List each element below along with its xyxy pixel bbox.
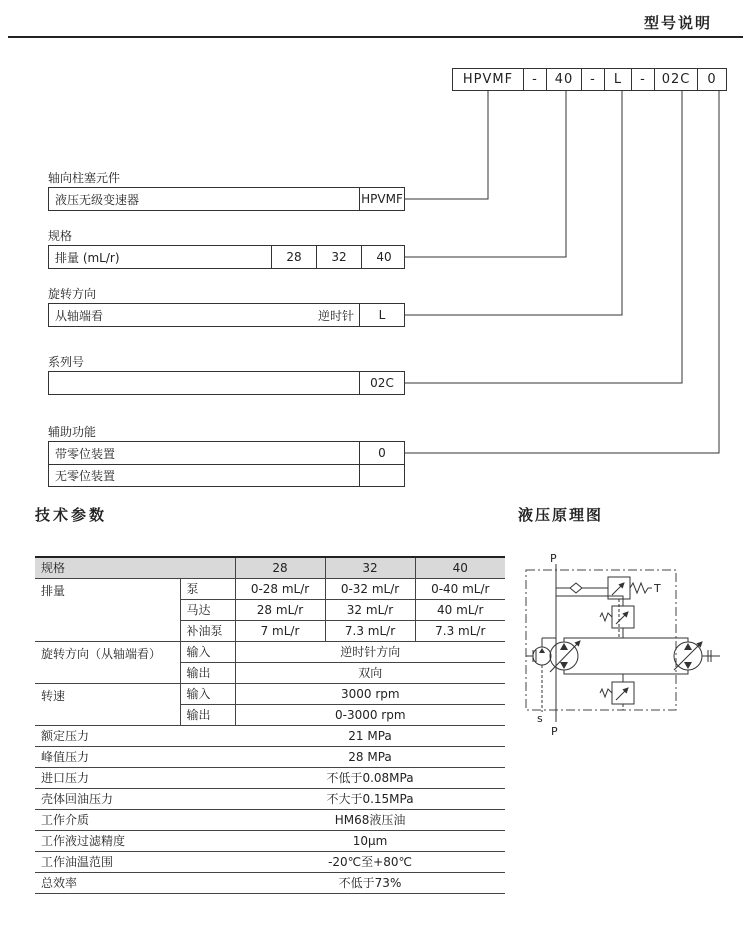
cell-series-number-code: 02C: [359, 372, 404, 394]
header-32: 32: [325, 557, 415, 578]
cell: 7.3 mL/r: [325, 620, 415, 641]
model-segment-series: HPVMF: [452, 68, 524, 91]
cell-rotation-desc: [49, 304, 359, 326]
cell-output: 输出: [180, 704, 235, 725]
row-working-fluid: [35, 809, 505, 830]
flow-triangle: [560, 643, 568, 650]
model-segment-dash: -: [581, 68, 605, 91]
table-row: [49, 464, 404, 486]
cell-displacement: 排量: [35, 578, 180, 641]
valve-arrow: [616, 688, 628, 700]
cell: 7.3 mL/r: [415, 620, 505, 641]
connector-series-number: [405, 91, 682, 383]
model-segment-dash: -: [523, 68, 547, 91]
section-table-aux-function: [48, 441, 405, 487]
cell: 32 mL/r: [325, 599, 415, 620]
cell-label: 壳体回油压力: [35, 788, 235, 809]
port-p-bottom-label: P: [551, 725, 558, 738]
cell-label: 工作介质: [35, 809, 235, 830]
valve-arrow: [612, 583, 624, 595]
cell-size-28: 28: [271, 246, 316, 268]
cell: 10μm: [235, 830, 505, 851]
section-label-rotation: 旋转方向: [48, 287, 97, 301]
cell-without-neutral-code: [359, 465, 404, 486]
row-displacement-pump: [35, 578, 505, 599]
loop-line-upper: [564, 638, 688, 642]
cell-with-neutral-code: 0: [359, 442, 404, 464]
row-case-drain-pressure: [35, 788, 505, 809]
header-28: 28: [235, 557, 325, 578]
valve-arrow: [616, 612, 628, 624]
section-table-series-number: [48, 371, 405, 395]
cell-label: 工作液过滤精度: [35, 830, 235, 851]
cell: HM68液压油: [235, 809, 505, 830]
cell-viewed-from-shaft: 从轴端看: [55, 308, 104, 323]
loop-line-lower: [564, 670, 688, 674]
section-table-rotation: [48, 303, 405, 327]
row-overall-efficiency: [35, 872, 505, 893]
cell: -20℃至+80℃: [235, 851, 505, 872]
cell-with-neutral-device: 带零位装置: [55, 446, 116, 461]
cell: 28 mL/r: [235, 599, 325, 620]
cell-product-code: HPVMF: [359, 188, 404, 210]
model-code-strip: [452, 68, 727, 91]
model-segment-dash: -: [631, 68, 655, 91]
cell: 21 MPa: [235, 725, 505, 746]
table-row: [49, 372, 404, 394]
cell-product-name: 液压无级变速器: [55, 192, 140, 207]
header-40: 40: [415, 557, 505, 578]
section-label-spec: 规格: [48, 229, 73, 243]
spring-icon: [600, 689, 612, 697]
row-inlet-pressure: [35, 767, 505, 788]
row-filtration: [35, 830, 505, 851]
charge-supply-line: [556, 596, 623, 606]
cell-label: 总效率: [35, 872, 235, 893]
cell-displacement-label: 排量 (mL/r): [55, 250, 120, 265]
cell: 不低于73%: [235, 872, 505, 893]
cell-size-40: 40: [361, 246, 406, 268]
cell-input: 输入: [180, 683, 235, 704]
header-spec: 规格: [35, 557, 235, 578]
filter-icon: [570, 583, 582, 593]
header-divider: [8, 36, 743, 38]
model-segment-rotation: L: [604, 68, 632, 91]
cell: 不大于0.15MPa: [235, 788, 505, 809]
spring-icon: [630, 583, 648, 593]
cell: 不低于0.08MPa: [235, 767, 505, 788]
spring-icon: [600, 613, 612, 621]
model-segment-displacement: 40: [546, 68, 582, 91]
model-segment-aux-function: 0: [697, 68, 727, 91]
section-label-series-number: 系列号: [48, 355, 85, 369]
table-header-row: [35, 557, 505, 578]
tech-params-heading: 技术参数: [35, 506, 108, 524]
hydraulic-schematic: [512, 546, 750, 744]
cell: 逆时针方向: [235, 641, 505, 662]
flow-triangle: [539, 648, 545, 653]
section-label-axial-piston: 轴向柱塞元件: [48, 171, 121, 185]
cell: 40 mL/r: [415, 599, 505, 620]
port-t-label: T: [654, 582, 661, 595]
flow-triangle: [560, 662, 568, 669]
cell-label: 峰值压力: [35, 746, 235, 767]
row-oil-temp-range: [35, 851, 505, 872]
table-row: [49, 442, 404, 464]
section-table-spec: [48, 245, 405, 269]
cell-label: 工作油温范围: [35, 851, 235, 872]
table-row: [49, 188, 404, 210]
tech-specs-table: [35, 556, 505, 894]
section-table-axial-piston: [48, 187, 405, 211]
model-segment-series-number: 02C: [654, 68, 698, 91]
cell-empty: [49, 372, 359, 394]
cell: 28 MPa: [235, 746, 505, 767]
connector-rotation: [405, 91, 622, 315]
cell-speed: 转速: [35, 683, 180, 725]
cell-label: 进口压力: [35, 767, 235, 788]
row-rotation-input: [35, 641, 505, 662]
cell-without-neutral-device: 无零位装置: [55, 469, 116, 483]
cell-motor: 马达: [180, 599, 235, 620]
cell-pump: 泵: [180, 578, 235, 599]
row-peak-pressure: [35, 746, 505, 767]
port-p-top-label: P: [550, 552, 557, 565]
cell: 0-3000 rpm: [235, 704, 505, 725]
port-s-label: s: [537, 712, 543, 725]
cell: 双向: [235, 662, 505, 683]
row-rated-pressure: [35, 725, 505, 746]
connector-aux-function: [405, 91, 719, 453]
cell-charge-pump: 补油泵: [180, 620, 235, 641]
connector-displacement: [405, 91, 566, 257]
flow-triangle: [684, 662, 692, 669]
connector-series: [405, 91, 488, 199]
schematic-heading: 液压原理图: [518, 506, 604, 524]
cell: 3000 rpm: [235, 683, 505, 704]
cell-output: 输出: [180, 662, 235, 683]
cell-rotation-direction: 旋转方向（从轴端看）: [35, 641, 180, 683]
cell: 0-32 mL/r: [325, 578, 415, 599]
cell-label: 额定压力: [35, 725, 235, 746]
cell: 0-28 mL/r: [235, 578, 325, 599]
table-row: [49, 246, 404, 268]
table-row: [49, 304, 404, 326]
page-title: 型号说明: [643, 14, 712, 32]
section-label-aux-function: 辅助功能: [48, 425, 97, 439]
flow-triangle: [684, 643, 692, 650]
cell: 0-40 mL/r: [415, 578, 505, 599]
cell-size-32: 32: [316, 246, 361, 268]
cell-rotation-code: L: [359, 304, 404, 326]
cell: 7 mL/r: [235, 620, 325, 641]
cell-input: 输入: [180, 641, 235, 662]
cell-counterclockwise: 逆时针: [317, 308, 354, 323]
row-speed-input: [35, 683, 505, 704]
